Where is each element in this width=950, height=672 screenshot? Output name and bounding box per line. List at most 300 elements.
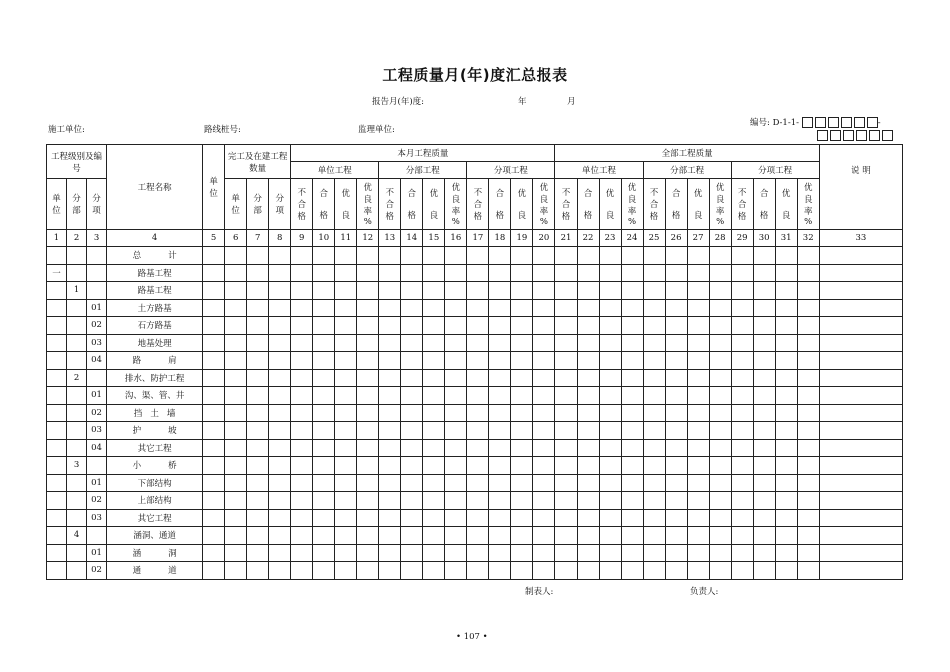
value-cell[interactable] bbox=[401, 544, 423, 562]
value-cell[interactable] bbox=[379, 404, 401, 422]
value-cell[interactable] bbox=[577, 247, 599, 265]
value-cell[interactable] bbox=[643, 352, 665, 370]
value-cell[interactable] bbox=[467, 457, 489, 475]
value-cell[interactable] bbox=[533, 334, 555, 352]
value-cell[interactable] bbox=[313, 509, 335, 527]
value-cell[interactable] bbox=[665, 544, 687, 562]
value-cell[interactable] bbox=[797, 439, 819, 457]
value-cell[interactable] bbox=[731, 352, 753, 370]
value-cell[interactable] bbox=[445, 527, 467, 545]
value-cell[interactable] bbox=[709, 247, 731, 265]
value-cell[interactable] bbox=[313, 247, 335, 265]
value-cell[interactable] bbox=[489, 264, 511, 282]
value-cell[interactable] bbox=[379, 439, 401, 457]
value-cell[interactable] bbox=[313, 334, 335, 352]
value-cell[interactable] bbox=[379, 317, 401, 335]
value-cell[interactable] bbox=[753, 439, 775, 457]
value-cell[interactable] bbox=[577, 439, 599, 457]
value-cell[interactable] bbox=[643, 457, 665, 475]
value-cell[interactable] bbox=[467, 562, 489, 580]
value-cell[interactable] bbox=[225, 422, 247, 440]
value-cell[interactable] bbox=[313, 317, 335, 335]
value-cell[interactable] bbox=[599, 334, 621, 352]
value-cell[interactable] bbox=[247, 562, 269, 580]
value-cell[interactable] bbox=[775, 334, 797, 352]
value-cell[interactable] bbox=[775, 509, 797, 527]
value-cell[interactable] bbox=[401, 527, 423, 545]
value-cell[interactable] bbox=[313, 527, 335, 545]
value-cell[interactable] bbox=[533, 299, 555, 317]
value-cell[interactable] bbox=[621, 247, 643, 265]
value-cell[interactable] bbox=[291, 334, 313, 352]
value-cell[interactable] bbox=[225, 264, 247, 282]
value-cell[interactable] bbox=[533, 422, 555, 440]
value-cell[interactable] bbox=[203, 352, 225, 370]
value-cell[interactable] bbox=[797, 562, 819, 580]
value-cell[interactable] bbox=[709, 527, 731, 545]
value-cell[interactable] bbox=[709, 387, 731, 405]
value-cell[interactable] bbox=[643, 439, 665, 457]
value-cell[interactable] bbox=[401, 439, 423, 457]
value-cell[interactable] bbox=[775, 527, 797, 545]
value-cell[interactable] bbox=[401, 264, 423, 282]
value-cell[interactable] bbox=[555, 474, 577, 492]
value-cell[interactable] bbox=[753, 352, 775, 370]
value-cell[interactable] bbox=[379, 334, 401, 352]
value-cell[interactable] bbox=[247, 334, 269, 352]
value-cell[interactable] bbox=[555, 352, 577, 370]
value-cell[interactable] bbox=[291, 299, 313, 317]
value-cell[interactable] bbox=[225, 562, 247, 580]
value-cell[interactable] bbox=[357, 369, 379, 387]
value-cell[interactable] bbox=[555, 282, 577, 300]
value-cell[interactable] bbox=[797, 474, 819, 492]
value-cell[interactable] bbox=[555, 562, 577, 580]
value-cell[interactable] bbox=[313, 492, 335, 510]
value-cell[interactable] bbox=[247, 457, 269, 475]
value-cell[interactable] bbox=[247, 369, 269, 387]
value-cell[interactable] bbox=[731, 474, 753, 492]
value-cell[interactable] bbox=[555, 369, 577, 387]
remarks-cell[interactable] bbox=[819, 247, 902, 265]
value-cell[interactable] bbox=[357, 527, 379, 545]
value-cell[interactable] bbox=[577, 264, 599, 282]
value-cell[interactable] bbox=[555, 509, 577, 527]
value-cell[interactable] bbox=[709, 264, 731, 282]
value-cell[interactable] bbox=[753, 264, 775, 282]
value-cell[interactable] bbox=[687, 439, 709, 457]
value-cell[interactable] bbox=[445, 439, 467, 457]
value-cell[interactable] bbox=[335, 527, 357, 545]
value-cell[interactable] bbox=[577, 299, 599, 317]
value-cell[interactable] bbox=[599, 492, 621, 510]
value-cell[interactable] bbox=[731, 264, 753, 282]
value-cell[interactable] bbox=[775, 352, 797, 370]
value-cell[interactable] bbox=[291, 404, 313, 422]
value-cell[interactable] bbox=[401, 404, 423, 422]
value-cell[interactable] bbox=[665, 492, 687, 510]
value-cell[interactable] bbox=[401, 352, 423, 370]
value-cell[interactable] bbox=[445, 404, 467, 422]
value-cell[interactable] bbox=[797, 282, 819, 300]
value-cell[interactable] bbox=[687, 457, 709, 475]
value-cell[interactable] bbox=[467, 527, 489, 545]
value-cell[interactable] bbox=[423, 492, 445, 510]
value-cell[interactable] bbox=[467, 247, 489, 265]
value-cell[interactable] bbox=[379, 352, 401, 370]
value-cell[interactable] bbox=[533, 527, 555, 545]
value-cell[interactable] bbox=[709, 317, 731, 335]
value-cell[interactable] bbox=[621, 544, 643, 562]
value-cell[interactable] bbox=[269, 317, 291, 335]
remarks-cell[interactable] bbox=[819, 544, 902, 562]
value-cell[interactable] bbox=[511, 334, 533, 352]
value-cell[interactable] bbox=[357, 299, 379, 317]
value-cell[interactable] bbox=[247, 509, 269, 527]
value-cell[interactable] bbox=[621, 474, 643, 492]
value-cell[interactable] bbox=[291, 369, 313, 387]
value-cell[interactable] bbox=[489, 369, 511, 387]
value-cell[interactable] bbox=[577, 492, 599, 510]
value-cell[interactable] bbox=[577, 334, 599, 352]
value-cell[interactable] bbox=[203, 387, 225, 405]
value-cell[interactable] bbox=[269, 422, 291, 440]
value-cell[interactable] bbox=[203, 369, 225, 387]
value-cell[interactable] bbox=[599, 264, 621, 282]
value-cell[interactable] bbox=[665, 264, 687, 282]
value-cell[interactable] bbox=[225, 457, 247, 475]
value-cell[interactable] bbox=[423, 282, 445, 300]
value-cell[interactable] bbox=[225, 369, 247, 387]
value-cell[interactable] bbox=[313, 352, 335, 370]
value-cell[interactable] bbox=[599, 474, 621, 492]
code-boxes-row2[interactable] bbox=[817, 130, 893, 141]
value-cell[interactable] bbox=[533, 562, 555, 580]
value-cell[interactable] bbox=[445, 562, 467, 580]
value-cell[interactable] bbox=[511, 474, 533, 492]
value-cell[interactable] bbox=[423, 562, 445, 580]
value-cell[interactable] bbox=[643, 509, 665, 527]
value-cell[interactable] bbox=[621, 422, 643, 440]
value-cell[interactable] bbox=[401, 299, 423, 317]
value-cell[interactable] bbox=[489, 439, 511, 457]
value-cell[interactable] bbox=[423, 264, 445, 282]
value-cell[interactable] bbox=[489, 299, 511, 317]
value-cell[interactable] bbox=[555, 404, 577, 422]
value-cell[interactable] bbox=[335, 282, 357, 300]
value-cell[interactable] bbox=[709, 492, 731, 510]
value-cell[interactable] bbox=[731, 369, 753, 387]
value-cell[interactable] bbox=[489, 527, 511, 545]
value-cell[interactable] bbox=[313, 544, 335, 562]
value-cell[interactable] bbox=[533, 282, 555, 300]
value-cell[interactable] bbox=[401, 317, 423, 335]
value-cell[interactable] bbox=[291, 387, 313, 405]
value-cell[interactable] bbox=[577, 509, 599, 527]
value-cell[interactable] bbox=[621, 439, 643, 457]
value-cell[interactable] bbox=[775, 544, 797, 562]
value-cell[interactable] bbox=[357, 282, 379, 300]
value-cell[interactable] bbox=[665, 299, 687, 317]
value-cell[interactable] bbox=[599, 282, 621, 300]
value-cell[interactable] bbox=[643, 492, 665, 510]
value-cell[interactable] bbox=[379, 264, 401, 282]
value-cell[interactable] bbox=[313, 422, 335, 440]
value-cell[interactable] bbox=[357, 509, 379, 527]
value-cell[interactable] bbox=[203, 404, 225, 422]
value-cell[interactable] bbox=[753, 299, 775, 317]
value-cell[interactable] bbox=[247, 474, 269, 492]
value-cell[interactable] bbox=[401, 422, 423, 440]
value-cell[interactable] bbox=[269, 544, 291, 562]
value-cell[interactable] bbox=[335, 247, 357, 265]
value-cell[interactable] bbox=[467, 352, 489, 370]
value-cell[interactable] bbox=[467, 317, 489, 335]
value-cell[interactable] bbox=[753, 334, 775, 352]
value-cell[interactable] bbox=[621, 264, 643, 282]
value-cell[interactable] bbox=[599, 369, 621, 387]
value-cell[interactable] bbox=[445, 334, 467, 352]
value-cell[interactable] bbox=[357, 334, 379, 352]
value-cell[interactable] bbox=[599, 562, 621, 580]
value-cell[interactable] bbox=[401, 247, 423, 265]
value-cell[interactable] bbox=[511, 387, 533, 405]
remarks-cell[interactable] bbox=[819, 387, 902, 405]
value-cell[interactable] bbox=[709, 509, 731, 527]
value-cell[interactable] bbox=[401, 369, 423, 387]
value-cell[interactable] bbox=[555, 544, 577, 562]
value-cell[interactable] bbox=[247, 352, 269, 370]
value-cell[interactable] bbox=[313, 439, 335, 457]
value-cell[interactable] bbox=[357, 474, 379, 492]
value-cell[interactable] bbox=[379, 299, 401, 317]
value-cell[interactable] bbox=[643, 247, 665, 265]
value-cell[interactable] bbox=[423, 474, 445, 492]
value-cell[interactable] bbox=[269, 527, 291, 545]
value-cell[interactable] bbox=[269, 474, 291, 492]
value-cell[interactable] bbox=[621, 369, 643, 387]
value-cell[interactable] bbox=[797, 299, 819, 317]
value-cell[interactable] bbox=[357, 492, 379, 510]
value-cell[interactable] bbox=[753, 457, 775, 475]
value-cell[interactable] bbox=[489, 474, 511, 492]
value-cell[interactable] bbox=[291, 352, 313, 370]
value-cell[interactable] bbox=[357, 264, 379, 282]
value-cell[interactable] bbox=[335, 404, 357, 422]
value-cell[interactable] bbox=[379, 474, 401, 492]
value-cell[interactable] bbox=[511, 509, 533, 527]
value-cell[interactable] bbox=[775, 474, 797, 492]
value-cell[interactable] bbox=[533, 317, 555, 335]
value-cell[interactable] bbox=[511, 299, 533, 317]
value-cell[interactable] bbox=[335, 509, 357, 527]
value-cell[interactable] bbox=[489, 282, 511, 300]
value-cell[interactable] bbox=[775, 369, 797, 387]
value-cell[interactable] bbox=[247, 404, 269, 422]
value-cell[interactable] bbox=[335, 439, 357, 457]
value-cell[interactable] bbox=[665, 247, 687, 265]
value-cell[interactable] bbox=[643, 527, 665, 545]
value-cell[interactable] bbox=[731, 247, 753, 265]
value-cell[interactable] bbox=[687, 474, 709, 492]
value-cell[interactable] bbox=[533, 247, 555, 265]
remarks-cell[interactable] bbox=[819, 264, 902, 282]
value-cell[interactable] bbox=[511, 544, 533, 562]
value-cell[interactable] bbox=[489, 247, 511, 265]
value-cell[interactable] bbox=[753, 422, 775, 440]
value-cell[interactable] bbox=[401, 387, 423, 405]
value-cell[interactable] bbox=[665, 562, 687, 580]
value-cell[interactable] bbox=[687, 422, 709, 440]
value-cell[interactable] bbox=[665, 404, 687, 422]
value-cell[interactable] bbox=[423, 422, 445, 440]
remarks-cell[interactable] bbox=[819, 369, 902, 387]
value-cell[interactable] bbox=[467, 474, 489, 492]
value-cell[interactable] bbox=[335, 387, 357, 405]
value-cell[interactable] bbox=[335, 544, 357, 562]
value-cell[interactable] bbox=[731, 404, 753, 422]
value-cell[interactable] bbox=[775, 264, 797, 282]
value-cell[interactable] bbox=[731, 527, 753, 545]
value-cell[interactable] bbox=[423, 404, 445, 422]
value-cell[interactable] bbox=[643, 562, 665, 580]
value-cell[interactable] bbox=[379, 527, 401, 545]
value-cell[interactable] bbox=[577, 544, 599, 562]
value-cell[interactable] bbox=[753, 474, 775, 492]
value-cell[interactable] bbox=[643, 387, 665, 405]
value-cell[interactable] bbox=[467, 369, 489, 387]
value-cell[interactable] bbox=[555, 422, 577, 440]
value-cell[interactable] bbox=[489, 492, 511, 510]
value-cell[interactable] bbox=[643, 334, 665, 352]
value-cell[interactable] bbox=[709, 404, 731, 422]
value-cell[interactable] bbox=[291, 457, 313, 475]
value-cell[interactable] bbox=[423, 317, 445, 335]
value-cell[interactable] bbox=[357, 457, 379, 475]
value-cell[interactable] bbox=[313, 369, 335, 387]
value-cell[interactable] bbox=[533, 264, 555, 282]
value-cell[interactable] bbox=[511, 527, 533, 545]
value-cell[interactable] bbox=[335, 474, 357, 492]
value-cell[interactable] bbox=[379, 492, 401, 510]
value-cell[interactable] bbox=[379, 422, 401, 440]
value-cell[interactable] bbox=[423, 299, 445, 317]
value-cell[interactable] bbox=[335, 264, 357, 282]
value-cell[interactable] bbox=[731, 282, 753, 300]
value-cell[interactable] bbox=[269, 282, 291, 300]
value-cell[interactable] bbox=[709, 299, 731, 317]
value-cell[interactable] bbox=[511, 404, 533, 422]
value-cell[interactable] bbox=[225, 352, 247, 370]
value-cell[interactable] bbox=[225, 299, 247, 317]
value-cell[interactable] bbox=[247, 247, 269, 265]
value-cell[interactable] bbox=[489, 387, 511, 405]
value-cell[interactable] bbox=[313, 457, 335, 475]
value-cell[interactable] bbox=[445, 509, 467, 527]
remarks-cell[interactable] bbox=[819, 299, 902, 317]
value-cell[interactable] bbox=[335, 334, 357, 352]
value-cell[interactable] bbox=[621, 562, 643, 580]
value-cell[interactable] bbox=[731, 317, 753, 335]
value-cell[interactable] bbox=[467, 264, 489, 282]
value-cell[interactable] bbox=[291, 247, 313, 265]
value-cell[interactable] bbox=[269, 352, 291, 370]
value-cell[interactable] bbox=[247, 527, 269, 545]
remarks-cell[interactable] bbox=[819, 334, 902, 352]
remarks-cell[interactable] bbox=[819, 562, 902, 580]
value-cell[interactable] bbox=[577, 317, 599, 335]
value-cell[interactable] bbox=[203, 264, 225, 282]
value-cell[interactable] bbox=[687, 369, 709, 387]
value-cell[interactable] bbox=[467, 422, 489, 440]
value-cell[interactable] bbox=[687, 527, 709, 545]
value-cell[interactable] bbox=[599, 299, 621, 317]
value-cell[interactable] bbox=[225, 509, 247, 527]
value-cell[interactable] bbox=[291, 544, 313, 562]
value-cell[interactable] bbox=[247, 422, 269, 440]
value-cell[interactable] bbox=[225, 439, 247, 457]
value-cell[interactable] bbox=[797, 352, 819, 370]
value-cell[interactable] bbox=[621, 334, 643, 352]
value-cell[interactable] bbox=[555, 527, 577, 545]
value-cell[interactable] bbox=[687, 544, 709, 562]
value-cell[interactable] bbox=[445, 282, 467, 300]
value-cell[interactable] bbox=[797, 509, 819, 527]
value-cell[interactable] bbox=[445, 387, 467, 405]
value-cell[interactable] bbox=[599, 352, 621, 370]
value-cell[interactable] bbox=[379, 457, 401, 475]
value-cell[interactable] bbox=[313, 299, 335, 317]
value-cell[interactable] bbox=[775, 422, 797, 440]
value-cell[interactable] bbox=[577, 562, 599, 580]
value-cell[interactable] bbox=[379, 387, 401, 405]
value-cell[interactable] bbox=[665, 509, 687, 527]
value-cell[interactable] bbox=[489, 317, 511, 335]
value-cell[interactable] bbox=[621, 492, 643, 510]
value-cell[interactable] bbox=[709, 457, 731, 475]
value-cell[interactable] bbox=[687, 387, 709, 405]
value-cell[interactable] bbox=[621, 352, 643, 370]
value-cell[interactable] bbox=[511, 317, 533, 335]
value-cell[interactable] bbox=[511, 492, 533, 510]
value-cell[interactable] bbox=[203, 422, 225, 440]
value-cell[interactable] bbox=[269, 334, 291, 352]
value-cell[interactable] bbox=[753, 544, 775, 562]
value-cell[interactable] bbox=[269, 562, 291, 580]
value-cell[interactable] bbox=[225, 247, 247, 265]
value-cell[interactable] bbox=[401, 562, 423, 580]
value-cell[interactable] bbox=[687, 562, 709, 580]
value-cell[interactable] bbox=[687, 299, 709, 317]
value-cell[interactable] bbox=[269, 387, 291, 405]
value-cell[interactable] bbox=[269, 492, 291, 510]
remarks-cell[interactable] bbox=[819, 422, 902, 440]
value-cell[interactable] bbox=[225, 282, 247, 300]
value-cell[interactable] bbox=[731, 387, 753, 405]
value-cell[interactable] bbox=[269, 264, 291, 282]
value-cell[interactable] bbox=[291, 527, 313, 545]
value-cell[interactable] bbox=[423, 387, 445, 405]
value-cell[interactable] bbox=[335, 317, 357, 335]
value-cell[interactable] bbox=[797, 422, 819, 440]
value-cell[interactable] bbox=[291, 562, 313, 580]
value-cell[interactable] bbox=[203, 457, 225, 475]
value-cell[interactable] bbox=[423, 457, 445, 475]
value-cell[interactable] bbox=[753, 317, 775, 335]
value-cell[interactable] bbox=[467, 404, 489, 422]
value-cell[interactable] bbox=[511, 369, 533, 387]
value-cell[interactable] bbox=[423, 369, 445, 387]
